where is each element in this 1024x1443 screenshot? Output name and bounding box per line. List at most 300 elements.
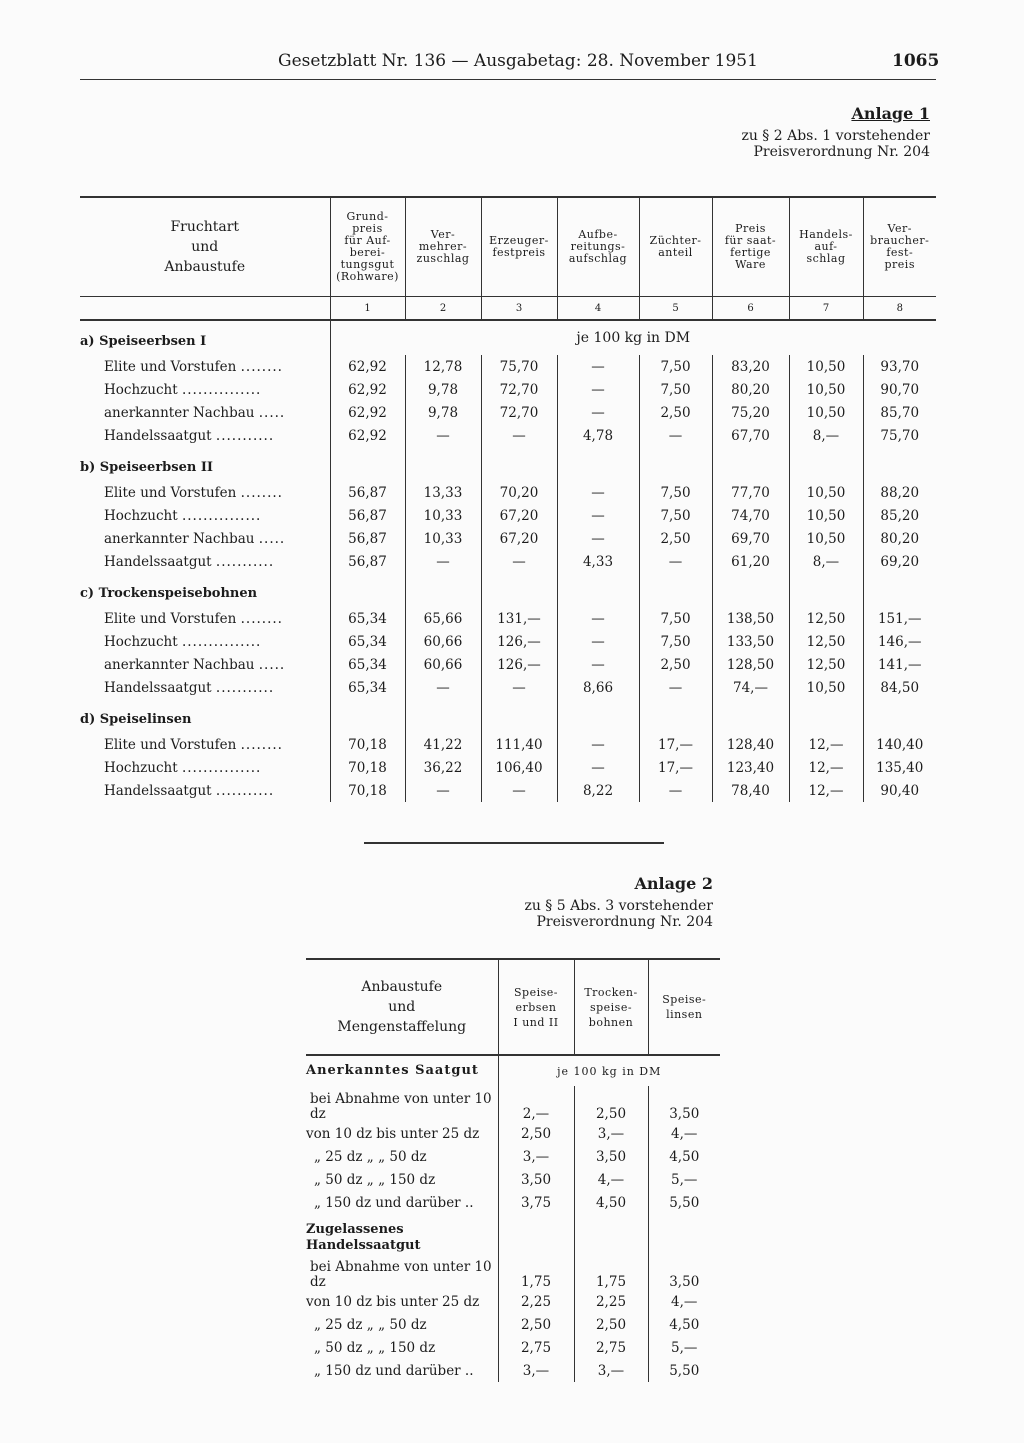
header-text-line: Aufbe-	[578, 228, 618, 241]
group-row	[306, 1214, 720, 1254]
row-label	[80, 504, 330, 527]
value-cell: 5,50	[648, 1191, 720, 1214]
page-header-title: Gesetzblatt Nr. 136 — Ausgabetag: 28. November 1951	[278, 51, 758, 71]
column-number-8: 8	[863, 297, 936, 321]
value-cell: 88,20	[863, 481, 936, 504]
value-cell: 3,—	[498, 1145, 574, 1168]
table-row	[306, 1290, 720, 1313]
row-label-text: anerkannter Nachbau	[104, 656, 255, 673]
header-text-line: Grund-	[346, 210, 389, 223]
row-label: bei Abnahme von unter 10 dz	[310, 1091, 492, 1122]
row-label	[80, 630, 330, 653]
header-rule	[80, 79, 936, 80]
value-cell: 12,50	[789, 630, 863, 653]
value-cell: 2,50	[639, 527, 712, 550]
leader-dots: ........	[240, 610, 283, 627]
header-text-line: Anbaustufe	[164, 259, 246, 275]
value-cell: 2,75	[574, 1336, 648, 1359]
table-row	[306, 1313, 720, 1336]
header-text-line: und	[388, 999, 416, 1015]
value-cell: 80,20	[863, 527, 936, 550]
empty-cell	[330, 699, 405, 733]
header-text-line: Erzeuger-	[489, 234, 549, 247]
row-label-text: Handelssaatgut	[104, 553, 212, 570]
row-label-text: Handelssaatgut	[104, 782, 212, 799]
value-cell: 62,92	[330, 378, 405, 401]
header-text-line: Mengenstaffelung	[337, 1019, 467, 1035]
header-text-line: bohnen	[588, 1015, 634, 1029]
value-cell: 62,92	[330, 424, 405, 447]
row-label: „ 150 dz und darüber ..	[314, 1362, 474, 1379]
value-cell: 60,66	[405, 630, 481, 653]
empty-cell	[712, 573, 789, 607]
anlage2-title: Anlage 2	[634, 874, 713, 893]
row-label-text: Elite und Vorstufen	[104, 358, 237, 375]
value-cell: 8,66	[557, 676, 639, 699]
value-cell: 3,—	[498, 1359, 574, 1382]
header-text-line: fest-	[886, 246, 914, 259]
row-label: von 10 dz bis unter 25 dz	[306, 1293, 480, 1310]
row-label	[80, 676, 330, 699]
row-label	[80, 607, 330, 630]
value-cell: 126,—	[481, 653, 557, 676]
table-row	[80, 630, 936, 653]
table-row	[306, 1336, 720, 1359]
value-cell: 83,20	[712, 355, 789, 378]
header-text-line: fertige	[730, 246, 771, 259]
anlage2-price-table	[306, 958, 720, 1382]
unit-label: je 100 kg in DM	[330, 320, 936, 355]
empty-cell	[557, 699, 639, 733]
group-label: a) Speiseerbsen I	[80, 333, 207, 349]
header-text-line: braucher-	[870, 234, 930, 247]
value-cell: 10,50	[789, 676, 863, 699]
table-row	[80, 756, 936, 779]
value-cell: 67,20	[481, 504, 557, 527]
value-cell: 12,—	[789, 733, 863, 756]
empty-cell	[789, 447, 863, 481]
group-label: d) Speiselinsen	[80, 711, 192, 727]
header-text-line: anteil	[658, 246, 693, 259]
value-cell: 3,50	[648, 1254, 720, 1290]
value-cell: —	[481, 424, 557, 447]
table-row	[306, 1359, 720, 1382]
value-cell: 4,78	[557, 424, 639, 447]
value-cell: 85,70	[863, 401, 936, 424]
empty-cell	[557, 447, 639, 481]
empty-cell	[789, 573, 863, 607]
row-label-text: anerkannter Nachbau	[104, 404, 255, 421]
row-label: „ 25 dz „ „ 50 dz	[314, 1316, 427, 1333]
value-cell: 4,50	[648, 1145, 720, 1168]
value-cell: —	[557, 401, 639, 424]
value-cell: 4,50	[648, 1313, 720, 1336]
empty-cell	[863, 573, 936, 607]
value-cell: 2,50	[498, 1313, 574, 1336]
header-text-line: zuschlag	[416, 252, 470, 265]
value-cell: 90,40	[863, 779, 936, 802]
column-header-3	[648, 959, 720, 1055]
header-text-line: Fruchtart	[170, 219, 240, 235]
leader-dots: ...............	[181, 759, 262, 776]
empty-cell	[405, 447, 481, 481]
header-text-line: preis	[352, 222, 383, 235]
value-cell: —	[481, 550, 557, 573]
column-number-4: 4	[557, 297, 639, 321]
table-row	[80, 607, 936, 630]
value-cell: 2,75	[498, 1336, 574, 1359]
column-number-2: 2	[405, 297, 481, 321]
leader-dots: ...........	[215, 679, 275, 696]
section-divider	[364, 842, 664, 844]
row-label: „ 25 dz „ „ 50 dz	[314, 1148, 427, 1165]
value-cell: 74,70	[712, 504, 789, 527]
header-text-line: linsen	[666, 1008, 703, 1021]
header-text-line: speise-	[589, 1000, 633, 1014]
value-cell: 4,—	[574, 1168, 648, 1191]
value-cell: 10,50	[789, 504, 863, 527]
empty-cell	[712, 447, 789, 481]
value-cell: 7,50	[639, 607, 712, 630]
value-cell: 93,70	[863, 355, 936, 378]
header-text-line: Preis	[735, 222, 766, 235]
value-cell: 8,22	[557, 779, 639, 802]
value-cell: 65,34	[330, 607, 405, 630]
column-number-5: 5	[639, 297, 712, 321]
value-cell: —	[557, 653, 639, 676]
row-label	[80, 527, 330, 550]
table-row	[306, 1145, 720, 1168]
header-text-line: Handels-	[799, 228, 853, 241]
value-cell: 3,—	[574, 1122, 648, 1145]
value-cell: 4,33	[557, 550, 639, 573]
value-cell: 7,50	[639, 630, 712, 653]
value-cell: 128,50	[712, 653, 789, 676]
value-cell: —	[639, 779, 712, 802]
value-cell: 3,50	[648, 1086, 720, 1122]
row-label	[80, 733, 330, 756]
leader-dots: ...............	[181, 633, 262, 650]
value-cell: —	[481, 779, 557, 802]
header-text-line: Ver-	[887, 222, 912, 235]
row-label-text: Elite und Vorstufen	[104, 610, 237, 627]
value-cell: 61,20	[712, 550, 789, 573]
value-cell: 75,20	[712, 401, 789, 424]
value-cell: 140,40	[863, 733, 936, 756]
value-cell: 56,87	[330, 504, 405, 527]
row-label-text: Hochzucht	[104, 381, 178, 398]
value-cell: 75,70	[863, 424, 936, 447]
value-cell: 85,20	[863, 504, 936, 527]
table-row	[306, 1122, 720, 1145]
group-label: b) Speiseerbsen II	[80, 459, 213, 475]
value-cell: —	[639, 550, 712, 573]
table-row	[306, 1086, 720, 1122]
empty-cell	[481, 447, 557, 481]
value-cell: —	[405, 676, 481, 699]
value-cell: 41,22	[405, 733, 481, 756]
value-cell: —	[405, 550, 481, 573]
column-header-1	[330, 197, 405, 297]
anlage1-subtitle-line2: Preisverordnung Nr. 204	[753, 144, 930, 160]
value-cell: 70,20	[481, 481, 557, 504]
empty-cell	[330, 447, 405, 481]
value-cell: —	[557, 607, 639, 630]
value-cell: 70,18	[330, 733, 405, 756]
value-cell: —	[557, 733, 639, 756]
column-number-3: 3	[481, 297, 557, 321]
table-row	[80, 550, 936, 573]
header-text-line: auf-	[814, 240, 838, 253]
value-cell: 65,34	[330, 630, 405, 653]
value-cell: 60,66	[405, 653, 481, 676]
header-text-line: (Rohware)	[336, 270, 399, 283]
value-cell: 9,78	[405, 378, 481, 401]
header-text-line: tungsgut	[340, 258, 395, 271]
value-cell: 5,—	[648, 1168, 720, 1191]
header-text-line: I und II	[513, 1015, 559, 1029]
value-cell: 10,50	[789, 355, 863, 378]
value-cell: 80,20	[712, 378, 789, 401]
row-label-text: Elite und Vorstufen	[104, 484, 237, 501]
anlage2-subtitle-line2: Preisverordnung Nr. 204	[536, 914, 713, 930]
column-header-3	[481, 197, 557, 297]
value-cell: 56,87	[330, 527, 405, 550]
leader-dots: ...........	[215, 553, 275, 570]
column-number-6: 6	[712, 297, 789, 321]
table-row	[80, 779, 936, 802]
column-header-5	[639, 197, 712, 297]
header-text-line: Trocken-	[584, 985, 638, 999]
value-cell: 62,92	[330, 401, 405, 424]
row-label-text: Hochzucht	[104, 633, 178, 650]
header-text-line: reitungs-	[570, 240, 626, 253]
value-cell: 2,—	[498, 1086, 574, 1122]
anlage1-row-header-num-cell	[80, 297, 330, 321]
column-header-2	[405, 197, 481, 297]
column-header-8	[863, 197, 936, 297]
leader-dots: ...............	[181, 381, 262, 398]
value-cell: 2,50	[639, 653, 712, 676]
empty-cell	[481, 573, 557, 607]
empty-cell	[712, 699, 789, 733]
anlage1-price-table	[80, 196, 936, 802]
value-cell: —	[557, 504, 639, 527]
value-cell: 77,70	[712, 481, 789, 504]
value-cell: 12,78	[405, 355, 481, 378]
value-cell: 2,50	[574, 1086, 648, 1122]
value-cell: 70,18	[330, 779, 405, 802]
anlage2-subtitle-line1: zu § 5 Abs. 3 vorstehender	[524, 898, 713, 914]
row-label: „ 150 dz und darüber ..	[314, 1194, 474, 1211]
value-cell: 138,50	[712, 607, 789, 630]
header-text-line: berei-	[349, 246, 386, 259]
group-row	[306, 1055, 720, 1086]
value-cell: 131,—	[481, 607, 557, 630]
empty-cell	[639, 699, 712, 733]
value-cell: 62,92	[330, 355, 405, 378]
empty-cell	[639, 573, 712, 607]
value-cell: 3,—	[574, 1359, 648, 1382]
value-cell: —	[405, 424, 481, 447]
value-cell: 12,—	[789, 779, 863, 802]
value-cell: 4,—	[648, 1122, 720, 1145]
value-cell: 4,50	[574, 1191, 648, 1214]
group-row	[80, 573, 936, 607]
value-cell: —	[405, 779, 481, 802]
value-cell: 72,70	[481, 378, 557, 401]
value-cell: 65,34	[330, 676, 405, 699]
value-cell: 75,70	[481, 355, 557, 378]
value-cell: 12,—	[789, 756, 863, 779]
value-cell: 78,40	[712, 779, 789, 802]
value-cell: 2,50	[498, 1122, 574, 1145]
value-cell: 56,87	[330, 481, 405, 504]
value-cell: 36,22	[405, 756, 481, 779]
value-cell: 7,50	[639, 504, 712, 527]
value-cell: 1,75	[574, 1254, 648, 1290]
header-text-line: Ware	[735, 258, 766, 271]
row-label: bei Abnahme von unter 10 dz	[310, 1259, 492, 1290]
value-cell: 7,50	[639, 378, 712, 401]
value-cell: —	[557, 378, 639, 401]
value-cell: 146,—	[863, 630, 936, 653]
page-number: 1065	[892, 51, 940, 71]
value-cell: 70,18	[330, 756, 405, 779]
value-cell: 65,34	[330, 653, 405, 676]
value-cell: 126,—	[481, 630, 557, 653]
header-text-line: preis	[884, 258, 915, 271]
row-label	[80, 653, 330, 676]
value-cell: 72,70	[481, 401, 557, 424]
anlage1-title: Anlage 1	[851, 104, 930, 123]
value-cell: 13,33	[405, 481, 481, 504]
value-cell: —	[639, 424, 712, 447]
header-text-line: mehrer-	[418, 240, 468, 253]
row-label	[80, 481, 330, 504]
value-cell: 2,25	[498, 1290, 574, 1313]
table-row	[80, 733, 936, 756]
table-row	[80, 401, 936, 424]
row-label	[80, 779, 330, 802]
value-cell: —	[557, 481, 639, 504]
table-row	[306, 1191, 720, 1214]
leader-dots: ...........	[215, 427, 275, 444]
value-cell: 111,40	[481, 733, 557, 756]
leader-dots: ........	[240, 358, 283, 375]
group-label: Anerkanntes Saatgut	[306, 1063, 479, 1078]
value-cell: 8,—	[789, 550, 863, 573]
row-label	[80, 401, 330, 424]
row-label	[80, 378, 330, 401]
group-label: Zugelassenes Handelssaatgut	[306, 1222, 421, 1253]
header-text-line: Speise-	[514, 985, 558, 999]
table-row	[306, 1254, 720, 1290]
group-label: c) Trockenspeisebohnen	[80, 585, 258, 601]
value-cell: 128,40	[712, 733, 789, 756]
header-text-line: Anbaustufe	[361, 979, 443, 995]
leader-dots: ........	[240, 484, 283, 501]
table-row	[80, 378, 936, 401]
group-row	[80, 447, 936, 481]
leader-dots: .....	[258, 404, 286, 421]
anlage1-heading	[741, 104, 930, 160]
value-cell: —	[557, 630, 639, 653]
value-cell: —	[557, 355, 639, 378]
value-cell: 10,50	[789, 378, 863, 401]
value-cell: 84,50	[863, 676, 936, 699]
value-cell: 3,50	[498, 1168, 574, 1191]
row-label: von 10 dz bis unter 25 dz	[306, 1125, 480, 1142]
leader-dots: ...............	[181, 507, 262, 524]
value-cell: 12,50	[789, 653, 863, 676]
table-row	[80, 355, 936, 378]
value-cell: 7,50	[639, 355, 712, 378]
value-cell: 90,70	[863, 378, 936, 401]
header-text-line: Ver-	[430, 228, 456, 241]
row-label-text: Handelssaatgut	[104, 427, 212, 444]
value-cell: 10,50	[789, 401, 863, 424]
value-cell: 141,—	[863, 653, 936, 676]
header-text-line: Speise-	[662, 993, 707, 1006]
row-label	[80, 424, 330, 447]
value-cell: 56,87	[330, 550, 405, 573]
column-number-7: 7	[789, 297, 863, 321]
value-cell: 3,50	[574, 1145, 648, 1168]
row-label	[80, 756, 330, 779]
anlage2-row-header	[306, 959, 498, 1055]
row-label-text: Hochzucht	[104, 759, 178, 776]
column-header-7	[789, 197, 863, 297]
row-label	[80, 550, 330, 573]
header-text-line: schlag	[806, 252, 846, 265]
group-row	[80, 699, 936, 733]
value-cell: 1,75	[498, 1254, 574, 1290]
empty-cell	[330, 573, 405, 607]
empty-cell	[405, 573, 481, 607]
header-text-line: für Auf-	[344, 234, 391, 247]
value-cell: 123,40	[712, 756, 789, 779]
empty-cell	[648, 1214, 720, 1254]
row-label-text: Hochzucht	[104, 507, 178, 524]
row-label: „ 50 dz „ „ 150 dz	[314, 1339, 436, 1356]
value-cell: 2,25	[574, 1290, 648, 1313]
value-cell: 65,66	[405, 607, 481, 630]
table-row	[80, 527, 936, 550]
header-text-line: erbsen	[515, 1000, 557, 1014]
empty-cell	[574, 1214, 648, 1254]
value-cell: —	[557, 527, 639, 550]
empty-cell	[557, 573, 639, 607]
column-header-2	[574, 959, 648, 1055]
value-cell: 10,33	[405, 527, 481, 550]
leader-dots: ...........	[215, 782, 275, 799]
empty-cell	[789, 699, 863, 733]
leader-dots: .....	[258, 530, 286, 547]
header-text-line: aufschlag	[568, 252, 628, 265]
row-label-text: Elite und Vorstufen	[104, 736, 237, 753]
value-cell: 17,—	[639, 733, 712, 756]
value-cell: —	[481, 676, 557, 699]
value-cell: 3,75	[498, 1191, 574, 1214]
leader-dots: ........	[240, 736, 283, 753]
header-text-line: und	[191, 239, 219, 255]
value-cell: —	[557, 756, 639, 779]
empty-cell	[498, 1214, 574, 1254]
value-cell: 10,50	[789, 527, 863, 550]
table-row	[80, 424, 936, 447]
value-cell: 5,50	[648, 1359, 720, 1382]
